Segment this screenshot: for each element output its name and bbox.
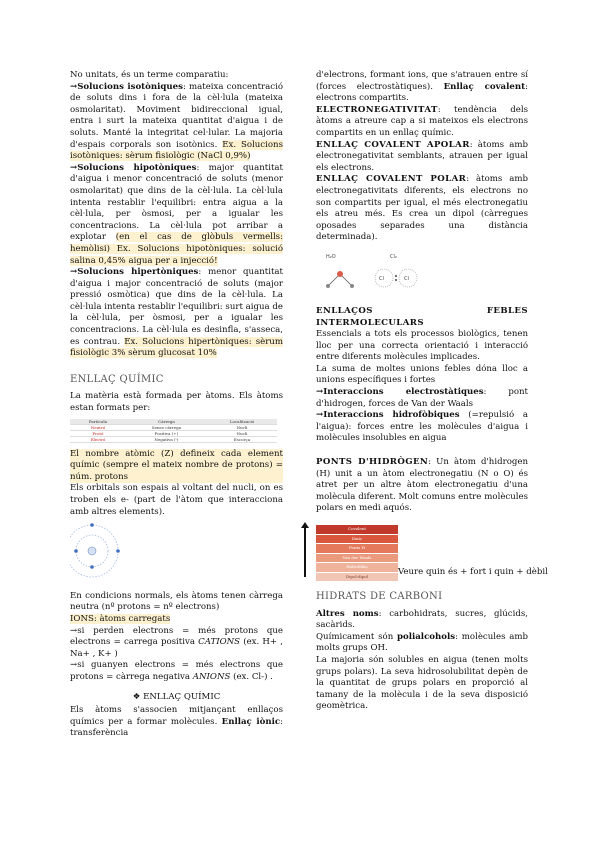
cations-text: →si perden electrons = més protons que electrons = carrega positiva <box>70 625 283 648</box>
section-heading-hidrats: HIDRATS DE CARBONI <box>316 591 443 602</box>
stack-level: Iònic <box>316 535 398 545</box>
table-cell: Negativa (-) <box>126 436 207 442</box>
hypertonic-text: : menor quantitat d'aigua i major concentració de soluts (major pressió osmòtica) que dins de la cèl·lula. La cèl·lula intenta restablir l'equilibri: surt aigua de la cèl·lula, per òsmosi, per a igualar les concentracions. La cèl·lula es desinfla, s'asseca, es contrau. <box>70 267 284 347</box>
isotonic-paragraph <box>70 82 283 163</box>
table-cell: Electró <box>70 436 126 442</box>
electronegativity-paragraph <box>316 105 528 140</box>
electron <box>116 549 120 553</box>
isotonic-example: Ex. Solucions isotòniques: sèrum fisiològic (NaCl 0,9%) <box>70 139 283 162</box>
ions-heading-line <box>70 614 283 626</box>
covalent-text: : electrons compartits. <box>316 81 528 104</box>
solubility-paragraph: La majoria són solubles en aigua (tenen molts grups polars). La seva hidrosolubilitat depèn de la quantitat de grups polars en proporció al tamany de la molècula i de la seva disposició geomètrica. <box>316 654 528 712</box>
polyalcohols-word: polialcohols <box>396 631 456 642</box>
febles-paragraph: Essencials a tots els processos biològics, tenen lloc per una correcta orientació i interacció entre diferents molècules implicades. <box>316 329 528 363</box>
electronegativity-lead: ELECTRONEGATIVITAT <box>316 104 438 115</box>
cations-example: (ex. H+ , Na+ , K+ ) <box>70 637 284 659</box>
shared-electron <box>395 279 397 281</box>
ions-heading: IONS: àtoms carregats <box>70 613 171 624</box>
suma-paragraph: La suma de moltes unions febles dóna lloc a unions específiques i fortes <box>316 363 528 386</box>
polar-text: : àtoms amb electronegativitats diferents, els electrons no son compartits per igual, el més electronegatiu els atreu més. Es crea un dipol (càrregues oposades separades una distància determinada). <box>316 174 528 243</box>
water-label: H₂O <box>326 253 336 260</box>
hypotonic-text: : major quantitat d'aigua i menor concentració de soluts (menor osmolaritat) que dins de la cèl·lula. La cèl·lula intenta restablir l'equilibri: entra aigua a la cèl·lula, per òsmosi, per a igualar les concentracions. La cèl·lula pot arribar a explotar <box>70 162 283 243</box>
electronegativity-text: : tendència dels àtoms a atreure cap a si mateixos els electrons compartits en un enllaç químic. <box>316 104 528 138</box>
table-cell: Protó <box>70 430 126 436</box>
section-heading-enllac: ENLLAÇ QUÍMIC <box>70 373 164 385</box>
stack-level: Hidrofòbic <box>316 563 398 573</box>
shared-electron <box>395 275 397 277</box>
atom-shell <box>375 269 393 287</box>
hydrogen-atom <box>326 284 330 288</box>
hypotonic-lead: →Solucions hipotòniques <box>70 162 197 173</box>
atomic-number-paragraph: El nombre atòmic (Z) defineix cada element químic (sempre el mateix nombre de protons) = núm. protons <box>70 448 283 482</box>
chlorine-atom-label: Cl <box>404 275 409 282</box>
table-cell: Positiva (+) <box>126 430 207 436</box>
bond-text-end: : transferència <box>70 716 283 739</box>
table-cell: Escorça <box>207 436 277 442</box>
table-header: Partícula <box>70 419 126 425</box>
table-row <box>70 424 277 430</box>
anions-word: ANIONS <box>192 671 231 682</box>
nucleus <box>88 547 96 555</box>
polar-lead: ENLLAÇ COVALENT POLAR <box>316 174 467 185</box>
anions-paragraph <box>70 660 283 683</box>
apolar-text: : àtoms amb electronegativitat semblants, atrauen per igual els electrons. <box>316 139 528 173</box>
electron <box>74 549 78 553</box>
table-cell: Nucli <box>207 424 277 430</box>
water-molecule-figure <box>320 250 360 296</box>
electrostatic-text: : pont d'hidrogen, forces de Van der Waals <box>316 387 528 409</box>
ionic-bond-lead: Enllaç iònic <box>221 716 281 727</box>
table-header-row <box>70 419 277 425</box>
hydrophobic-paragraph <box>316 410 528 445</box>
section-heading-febles: ENLLAÇOS FEBLES INTERMOLECULARS <box>316 305 528 328</box>
chemistry-text: : molècules amb molts grups OH. <box>316 631 528 654</box>
strength-arrow-icon <box>304 527 306 577</box>
electrostatic-paragraph <box>316 387 528 410</box>
cations-word: CATIONS <box>198 637 241 648</box>
atom-diagram <box>70 522 170 580</box>
ionic-continuation <box>316 70 528 105</box>
other-names-lead: Altres noms <box>316 608 379 619</box>
stack-level: Dipol-dipol <box>316 573 398 583</box>
neutral-paragraph: En condicions normals, els àtoms tenen càrrega neutra (nº protons = nº electrons) <box>70 590 283 613</box>
chemistry-pre: Químicament són <box>316 631 394 642</box>
cations-paragraph <box>70 626 283 661</box>
hydrogen-bonds-paragraph <box>316 457 528 515</box>
electron <box>90 565 94 569</box>
orbitals-paragraph: Els orbitals son espais al voltant del nucli, on es troben els e- (part de l'àtom que interacciona amb altres elements). <box>70 483 283 517</box>
stack-level: Ponts H <box>316 544 398 554</box>
stack-level: Covalent <box>316 525 398 535</box>
hypotonic-paragraph <box>70 163 283 267</box>
chemistry-paragraph <box>316 632 528 655</box>
matter-paragraph: La matèria està formada per àtoms. Els àtoms estan formats per: <box>70 391 283 414</box>
right-column <box>316 70 548 713</box>
hypertonic-example: Ex. Solucions hipertòniques: sèrum fisiològic 3% sèrum glucosat 10% <box>70 336 283 359</box>
other-names-text: : carbohidrats, sucres, glúcids, sacàrids. <box>316 608 528 631</box>
hydrophobic-lead: →Interaccions hidrofòbiques <box>316 410 460 421</box>
table-row <box>70 436 277 442</box>
anions-text: →si guanyen electrons = més electrons que protons = càrrega negativa <box>70 660 283 682</box>
oxygen-atom <box>337 271 343 277</box>
table-header: Càrrega <box>126 419 207 425</box>
hypertonic-paragraph <box>70 267 283 360</box>
chlorine-molecule-figure <box>368 250 448 296</box>
bullet-heading: ❖ ENLLAÇ QUÍMIC <box>132 691 221 702</box>
bond-text: Els àtoms s'associen mitjançant enllaços químics per a formar molècules. <box>70 705 283 727</box>
stack-level: Van der Waals <box>316 554 398 564</box>
bond-strength-figure <box>316 525 548 579</box>
left-column <box>70 70 283 740</box>
electrostatic-lead: →Interaccions electrostàtiques <box>316 387 484 398</box>
ionic-cont-text: d'electrons, formant ions, que s'atrauen entre sí (forces electrostàtiques). <box>316 70 528 92</box>
apolar-lead: ENLLAÇ COVALENT APOLAR <box>316 139 470 150</box>
hydrogen-bonds-text: : Un àtom d'hidrogen (H) unit a un àtom electronegatiu (N o O) és atret per un altre àtom electronegatiu d'una molècula diferent. Molt comuns entre molècules polars en medi aquós. <box>316 457 528 514</box>
bond-paragraph <box>70 705 283 740</box>
table-cell: Nucli <box>207 430 277 436</box>
anions-example: (ex. Cl-) . <box>233 671 273 682</box>
bond-strength-stack <box>316 525 398 582</box>
covalent-lead: Enllaç covalent <box>443 81 526 92</box>
intro-paragraph: No unitats, és un terme comparatiu: <box>70 70 229 80</box>
isotonic-text: : mateixa concentració de soluts dins i fora de la cèl·lula (mateixa osmolaritat). Moviment bidireccional igual, entra i surt la mateixa quantitat d'aigua i de soluts. Manté la integritat cel·lular. La majoria d'espais corporals son isotònics. <box>70 81 284 150</box>
hydrophobic-text: (=repulsió a l'aigua): forces entre les molècules d'aigua i molècules insolubles en aigua <box>316 410 528 444</box>
hydrogen-bonds-lead: PONTS D'HIDRÒGEN <box>316 457 429 468</box>
table-cell: Sense càrrega <box>126 424 207 430</box>
hydrogen-atom <box>350 284 354 288</box>
table-row <box>70 430 277 436</box>
other-names-paragraph <box>316 609 528 632</box>
table-header: Localització <box>207 419 277 425</box>
polar-paragraph <box>316 174 528 244</box>
electron <box>90 523 94 527</box>
hypertonic-lead: →Solucions hipertòniques <box>70 267 199 278</box>
stack-caption: Veure quin és + fort i quin + dèbil <box>398 567 548 577</box>
molecule-structures <box>316 250 528 296</box>
chlorine-atom-label: Cl <box>379 275 384 282</box>
chlorine-label: Cl₂ <box>390 253 397 260</box>
table-cell: Neutró <box>70 424 126 430</box>
particles-table <box>70 419 277 443</box>
isotonic-lead: →Solucions isotòniques <box>70 81 183 92</box>
hypotonic-example: (en el cas de glòbuls vermells: hemòlisi) Ex. Solucions hipotòniques: solució salina 0,45% aigua per a injecció! <box>70 232 283 266</box>
apolar-paragraph <box>316 140 528 175</box>
